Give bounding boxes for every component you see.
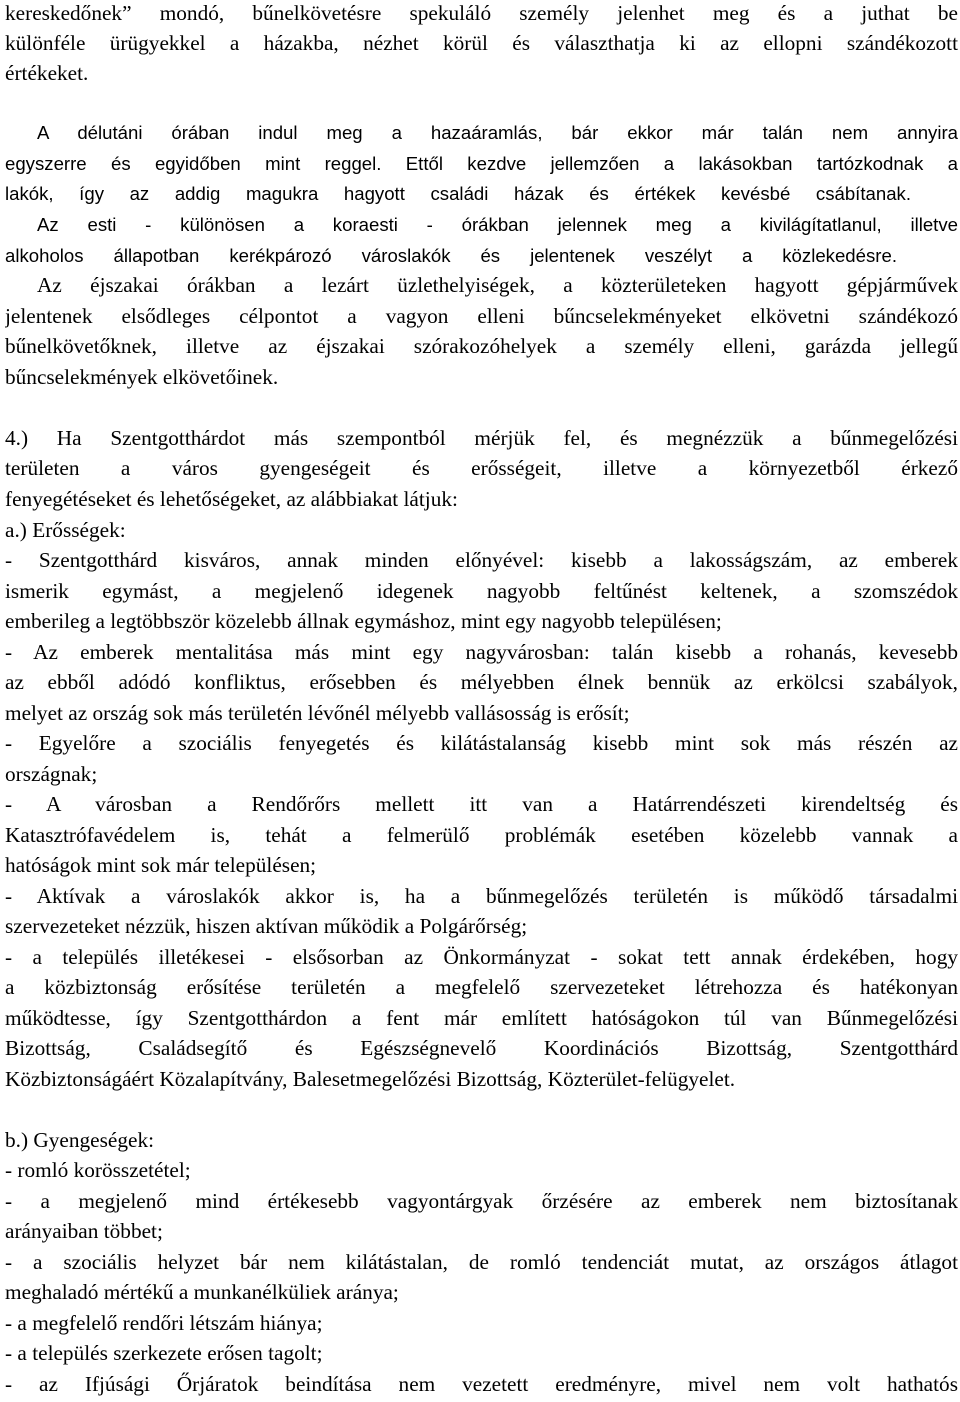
text-line: arányaiban többet; <box>5 1219 163 1243</box>
text-line: meghaladó mértékű a munkanélküliek aránya; <box>5 1280 399 1304</box>
text-line: - a szociális helyzet bár nem kilátástalan, de romló tendenciát mutat, az országos átlagot <box>5 1250 958 1274</box>
text-line: fenyegétéseket és lehetőségeket, az alábbiakat látjuk: <box>5 487 458 511</box>
text-line: területen a város gyengeségeit és erősségeit, illetve a környezetből érkező <box>5 456 958 480</box>
text-line: lakók, így az addig magukra hagyott családi házak és értékek kevésbé csábítanak. <box>5 183 911 204</box>
text-line: - A városban a Rendőrőrs mellett itt van a Határrendészeti kirendeltség és <box>5 792 958 816</box>
text-line: - Szentgotthárd kisváros, annak minden előnyével: kisebb a lakosságszám, az emberek <box>5 548 958 572</box>
text-line: emberileg a legtöbbször közelebb állnak egymáshoz, mint egy nagyobb településen; <box>5 609 722 633</box>
text-line: bűncselekmények elkövetőinek. <box>5 365 279 389</box>
text-line: - a megfelelő rendőri létszám hiánya; <box>5 1311 323 1335</box>
text-line: Bizottság, Családsegítő és Egészségnevelő Koordinációs Bizottság, Szentgotthárd <box>5 1036 958 1060</box>
text-line: - a település szerkezete erősen tagolt; <box>5 1341 323 1365</box>
text-line: - romló korösszetétel; <box>5 1158 191 1182</box>
text-line: - Az emberek mentalitása más mint egy nagyvárosban: talán kisebb a rohanás, kevesebb <box>5 640 958 664</box>
text-line: - a település illetékesei - elsősorban az Önkormányzat - sokat tett annak érdekében, hogy <box>5 945 958 969</box>
text-line: Katasztrófavédelem is, tehát a felmerülő problémák esetében közelebb vannak a <box>5 823 958 847</box>
text-line: kereskedőnek” mondó, bűnelkövetésre spekuláló személy jelenhet meg és a juthat be <box>5 1 958 25</box>
text-line: országnak; <box>5 762 98 786</box>
text-line: működtesse, így Szentgotthárdon a fent már említett hatóságokon túl van Bűnmegelőzési <box>5 1006 958 1030</box>
text-line: melyet az ország sok más területén lévőnél mélyebb vallásosság is erősít; <box>5 701 630 725</box>
text-line: 4.) Ha Szentgotthárdot más szempontból mérjük fel, és megnézzük a bűnmegelőzési <box>5 426 958 450</box>
text-line: - az Ifjúsági Őrjáratok beindítása nem vezetett eredményre, mivel nem volt hathatós <box>5 1372 958 1396</box>
text-line: A délutáni órában indul meg a hazaáramlás, bár ekkor már talán nem annyira <box>37 122 958 143</box>
text-line: az ebből adódó konfliktus, erősebben és mélyebben élnek bennük az erkölcsi szabályok, <box>5 670 958 694</box>
text-line: hatóságok mint sok már településen; <box>5 853 317 877</box>
text-line: a.) Erősségek: <box>5 518 126 542</box>
text-line: Az esti - különösen a koraesti - órákban jelennek meg a kivilágítatlanul, illetve <box>37 214 958 235</box>
text-line: különféle ürügyekkel a házakba, nézhet körül és választhatja ki az ellopni szándékozott <box>5 31 958 55</box>
text-line: jelentenek elsődleges célpontot a vagyon elleni bűncselekményeket elkövetni szándékozó <box>5 304 958 328</box>
text-line: egyszerre és egyidőben mint reggel. Ettől kezdve jellemzően a lakásokban tartózkodnak a <box>5 153 958 174</box>
text-line: ismerik egymást, a megjelenő idegenek nagyobb feltűnést keltenek, a szomszédok <box>5 579 958 603</box>
text-line: - Egyelőre a szociális fenyegetés és kilátástalanság kisebb mint sok más részén az <box>5 731 958 755</box>
text-line: Az éjszakai órákban a lezárt üzlethelyiségek, a közterületeken hagyott gépjárművek <box>37 273 958 297</box>
text-line: b.) Gyengeségek: <box>5 1128 155 1152</box>
text-line: alkoholos állapotban kerékpározó városlakók és jelentenek veszélyt a közlekedésre. <box>5 245 897 266</box>
text-line: a közbiztonság erősítése területén a megfelelő szervezeteket létrehozza és hatékonyan <box>5 975 958 999</box>
text-line: Közbiztonságáért Közalapítvány, Balesetmegelőzési Bizottság, Közterület-felügyelet. <box>5 1067 736 1091</box>
text-line: bűnelkövetőknek, illetve az éjszakai szórakozóhelyek a személy elleni, garázda jellegű <box>5 334 958 358</box>
text-line: értékeket. <box>5 61 89 85</box>
text-line: - a megjelenő mind értékesebb vagyontárgyak őrzésére az emberek nem biztosítanak <box>5 1189 958 1213</box>
text-line: - Aktívak a városlakók akkor is, ha a bűnmegelőzés területén is működő társadalmi <box>5 884 958 908</box>
text-line: szervezeteket nézzük, hiszen aktívan működik a Polgárőrség; <box>5 914 528 938</box>
